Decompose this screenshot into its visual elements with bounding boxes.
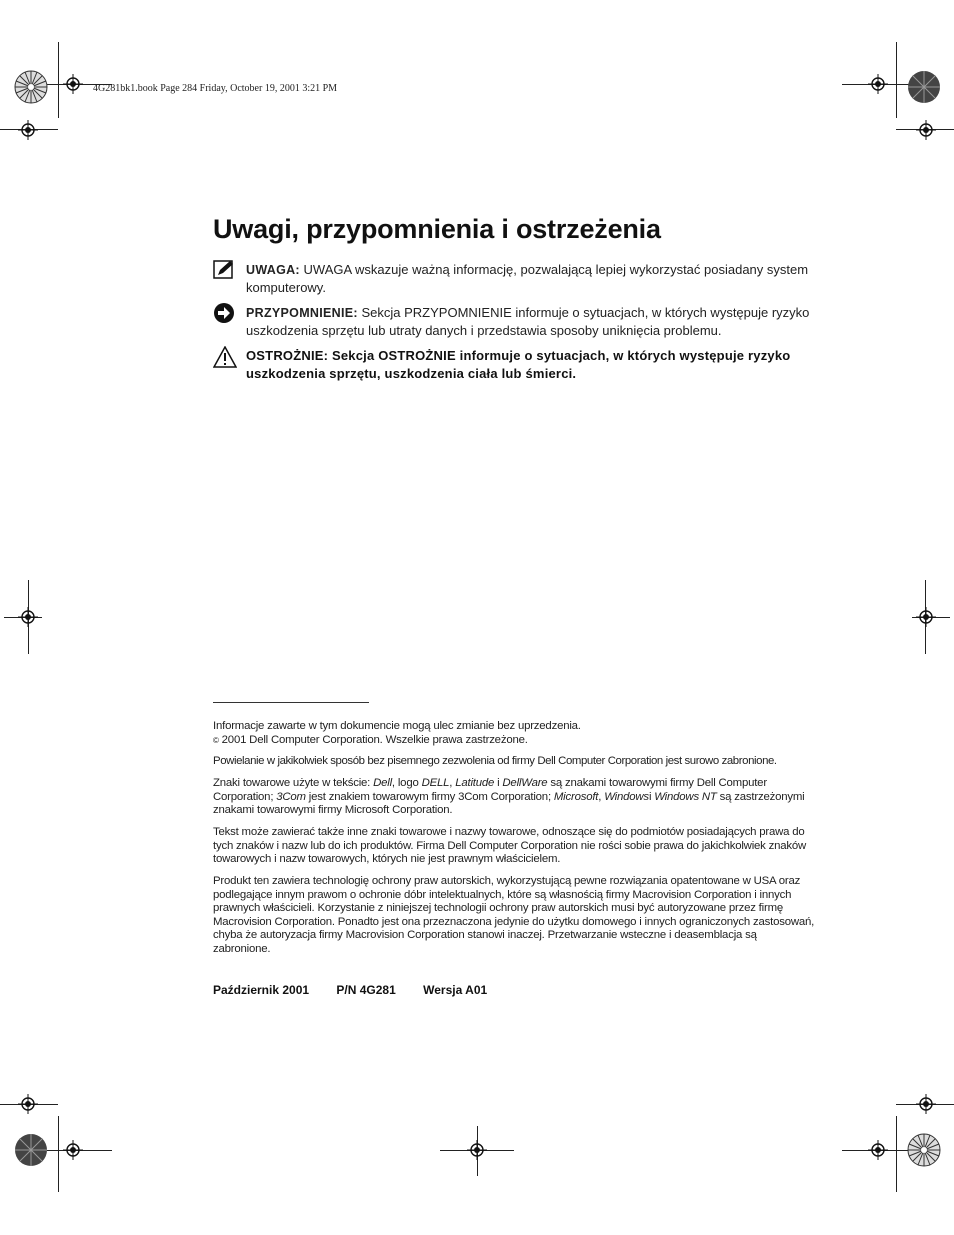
registration-target-icon xyxy=(18,1094,38,1114)
crop-mark xyxy=(58,42,59,118)
registration-target-icon xyxy=(916,1094,936,1114)
caution-text: OSTROŻNIE: Sekcja OSTROŻNIE informuje o sytuacjach, w których występuje ryzyko uszkodzenia sprzętu, uszkodzenia ciała lub śmierci. xyxy=(246,348,791,381)
footer-date: Październik 2001 xyxy=(213,983,310,997)
crop-mark xyxy=(896,42,897,118)
registration-target-icon xyxy=(868,1140,888,1160)
footer-version: Wersja A01 xyxy=(423,983,488,997)
caution-block xyxy=(213,347,833,383)
note-label: UWAGA: xyxy=(246,263,300,277)
registration-target-icon xyxy=(467,1140,487,1160)
notice-block xyxy=(213,304,833,339)
notice-text: Sekcja PRZYPOMNIENIE informuje o sytuacjach, w których występuje ryzyko uszkodzenia sprzętu lub utraty danych i przedstawia sposoby uniknięcia problemu. xyxy=(246,305,810,338)
registration-target-icon xyxy=(63,74,83,94)
crop-mark xyxy=(58,1116,59,1192)
registration-target-icon xyxy=(18,607,38,627)
registration-target-icon xyxy=(916,120,936,140)
footer xyxy=(213,983,511,997)
divider xyxy=(213,702,369,703)
copyright-symbol: © xyxy=(213,736,219,745)
legal-paragraph-other-marks: Tekst może zawierać także inne znaki towarowe i nazwy towarowe, odnoszące się do podmiotów posiadających prawa do tych znaków i nazw lub do ich produktów. Firma Dell Computer Corporation nie rości sobie prawa do jakichkolwiek znaków towarowych i nazw towarowych, których nie jest prawnym właścicielem. xyxy=(213,826,807,865)
registration-target-icon xyxy=(916,607,936,627)
note-text: UWAGA wskazuje ważną informację, pozwalającą lepiej wykorzystać posiadany system komputerowy. xyxy=(246,262,809,295)
registration-target-icon xyxy=(63,1140,83,1160)
star-target-icon xyxy=(907,1133,941,1167)
legal-line-1: Informacje zawarte w tym dokumencie mogą ulec zmianie bez uprzedzenia. xyxy=(213,720,581,732)
star-target-icon xyxy=(14,70,48,104)
caution-triangle-icon xyxy=(213,346,237,368)
note-pencil-icon xyxy=(213,260,235,280)
star-target-icon xyxy=(14,1133,48,1167)
legal-paragraph-trademarks: Znaki towarowe użyte w tekście: Dell, logo DELL, Latitude i DellWare są znakami towarowymi firmy Dell Computer Corporation; 3Com jest znakiem towarowym firmy 3Com Corporation; Microsoft, Windowsi Windows NT są zastrzeżonymi znakami towarowymi firmy Microsoft Corporation. xyxy=(213,777,805,816)
book-header: 4G281bk1.book Page 284 Friday, October 19, 2001 3:21 PM xyxy=(93,83,338,94)
note-block xyxy=(213,261,833,296)
star-target-icon xyxy=(907,70,941,104)
crop-mark xyxy=(896,1116,897,1192)
notice-label: PRZYPOMNIENIE: xyxy=(246,306,358,320)
registration-target-icon xyxy=(18,120,38,140)
registration-target-icon xyxy=(868,74,888,94)
legal-paragraph-reproduction: Powielanie w jakikolwiek sposób bez pisemnego zezwolenia od firmy Dell Computer Corporation jest surowo zabronione. xyxy=(213,755,777,767)
footer-part-number: P/N 4G281 xyxy=(336,983,396,997)
notice-arrow-icon xyxy=(213,302,235,324)
page-title: Uwagi, przypomnienia i ostrzeżenia xyxy=(213,214,661,244)
legal-copyright: © 2001 Dell Computer Corporation. Wszelkie prawa zastrzeżone. xyxy=(213,734,528,746)
legal-paragraph-macrovision: Produkt ten zawiera technologię ochrony praw autorskich, wykorzystującą pewne rozwiązania opatentowane w USA oraz podlegające innym prawom o ochronie dóbr intelektualnych, które są własnością firmy Macrovision Corporation i innych prawnych właścicieli. Korzystanie z niniejszej technologii ochrony praw autorskich musi być autoryzowane przez firmę Macrovision Corporation. Ponadto jest ona przeznaczona jedynie do użytku domowego i innych ograniczonych zastosowań, chyba że autoryzacja firmy Macrovision Corporation stanowi inaczej. Przetwarzanie wsteczne i deasemblacja są zabronione. xyxy=(213,875,815,955)
